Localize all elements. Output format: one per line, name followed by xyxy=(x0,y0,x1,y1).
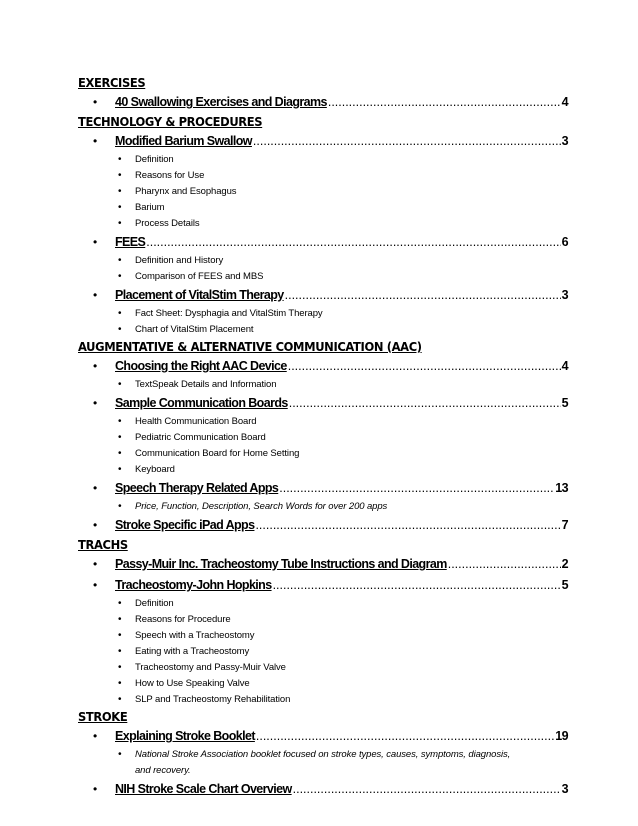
sub-item-description: • Price, Function, Description, Search Words for over 200 apps xyxy=(78,499,568,515)
sub-item: • Comparison of FEES and MBS xyxy=(78,269,568,285)
sub-item: • Pharynx and Esophagus xyxy=(78,184,568,200)
entry-page-count: 6 xyxy=(561,235,568,249)
sub-item: • Process Details xyxy=(78,216,568,232)
toc-entry[interactable] xyxy=(78,131,568,152)
toc-entry[interactable] xyxy=(78,356,568,377)
bullet-icon: • xyxy=(118,598,122,609)
toc-entry[interactable] xyxy=(78,393,568,414)
entry-page-count: 3 xyxy=(561,134,568,148)
entry-title: FEES xyxy=(115,235,146,249)
bullet-icon: • xyxy=(93,396,98,410)
entry-page-count: 4 xyxy=(561,95,568,109)
dot-leader xyxy=(253,131,561,152)
dot-leader xyxy=(293,779,561,800)
bullet-icon: • xyxy=(118,464,122,475)
toc-entry[interactable] xyxy=(78,726,568,747)
sub-item: • Health Communication Board xyxy=(78,414,568,430)
bullet-icon: • xyxy=(118,749,122,760)
sub-item: • Keyboard xyxy=(78,462,568,478)
bullet-icon: • xyxy=(118,324,122,335)
dot-leader xyxy=(255,515,560,536)
sub-item: • Barium xyxy=(78,200,568,216)
toc-entry[interactable] xyxy=(78,515,568,536)
dot-leader xyxy=(285,285,561,306)
bullet-icon: • xyxy=(118,308,122,319)
dot-leader xyxy=(273,575,561,596)
entry-title: Modified Barium Swallow xyxy=(115,134,252,148)
bullet-icon: • xyxy=(118,501,122,512)
dot-leader xyxy=(256,726,554,747)
bullet-icon: • xyxy=(93,557,98,571)
entry-page-count: 5 xyxy=(561,578,568,592)
bullet-icon: • xyxy=(118,448,122,459)
bullet-icon: • xyxy=(118,432,122,443)
sub-item-description: • National Stroke Association booklet focused on stroke types, causes, symptoms, diagnosis, and recovery. xyxy=(118,749,511,776)
sub-item: • Speech with a Tracheostomy xyxy=(78,628,568,644)
dot-leader xyxy=(448,554,561,575)
bullet-icon: • xyxy=(118,646,122,657)
bullet-icon: • xyxy=(93,782,98,796)
sub-item: • TextSpeak Details and Information xyxy=(78,377,568,393)
bullet-icon: • xyxy=(118,218,122,229)
entry-page-count: 19 xyxy=(555,729,568,743)
sub-item: • Reasons for Procedure xyxy=(78,612,568,628)
entry-title: Choosing the Right AAC Device xyxy=(115,359,287,373)
bullet-icon: • xyxy=(118,170,122,181)
toc-entry[interactable] xyxy=(78,779,568,800)
entry-page-count: 2 xyxy=(561,557,568,571)
sub-item: • Chart of VitalStim Placement xyxy=(78,322,568,338)
entry-title: NIH Stroke Scale Chart Overview xyxy=(115,782,292,796)
bullet-icon: • xyxy=(118,202,122,213)
bullet-icon: • xyxy=(93,288,98,302)
toc-entry[interactable] xyxy=(78,232,568,253)
toc-entry[interactable] xyxy=(78,554,568,575)
sub-item: • Definition xyxy=(78,152,568,168)
toc-entry[interactable] xyxy=(78,575,568,596)
toc-entry[interactable] xyxy=(78,92,568,113)
bullet-icon: • xyxy=(93,518,98,532)
sub-item: • Eating with a Tracheostomy xyxy=(78,644,568,660)
bullet-icon: • xyxy=(93,729,98,743)
sub-item: • SLP and Tracheostomy Rehabilitation xyxy=(78,692,568,708)
entry-page-count: 13 xyxy=(555,481,568,495)
bullet-icon: • xyxy=(118,678,122,689)
bullet-icon: • xyxy=(118,186,122,197)
section-heading-stroke: STROKE xyxy=(78,709,128,724)
section-heading-trachs: TRACHS xyxy=(78,537,128,552)
sub-item: • Definition xyxy=(78,596,568,612)
bullet-icon: • xyxy=(118,154,122,165)
dot-leader xyxy=(289,393,561,414)
dot-leader xyxy=(146,232,560,253)
entry-title: Speech Therapy Related Apps xyxy=(115,481,279,495)
entry-title: Placement of VitalStim Therapy xyxy=(115,288,284,302)
entry-page-count: 3 xyxy=(561,288,568,302)
entry-page-count: 3 xyxy=(561,782,568,796)
entry-title: Passy-Muir Inc. Tracheostomy Tube Instructions and Diagram xyxy=(115,557,447,571)
section-heading-aac: AUGMENTATIVE & ALTERNATIVE COMMUNICATION (AAC) xyxy=(78,339,422,354)
dot-leader xyxy=(328,92,561,113)
section-heading-exercises: EXERCISES xyxy=(78,75,146,90)
section-heading-technology-procedures: TECHNOLOGY & PROCEDURES xyxy=(78,114,263,129)
bullet-icon: • xyxy=(118,255,122,266)
bullet-icon: • xyxy=(93,578,98,592)
table-of-contents xyxy=(78,74,568,800)
bullet-icon: • xyxy=(118,271,122,282)
sub-item: • Definition and History xyxy=(78,253,568,269)
sub-item: • Tracheostomy and Passy-Muir Valve xyxy=(78,660,568,676)
bullet-icon: • xyxy=(93,359,98,373)
entry-title: Sample Communication Boards xyxy=(115,396,288,410)
bullet-icon: • xyxy=(93,95,98,109)
entry-page-count: 7 xyxy=(561,518,568,532)
bullet-icon: • xyxy=(93,235,98,249)
entry-page-count: 5 xyxy=(561,396,568,410)
dot-leader xyxy=(279,478,554,499)
sub-item: • Pediatric Communication Board xyxy=(78,430,568,446)
entry-title: Tracheostomy-John Hopkins xyxy=(115,578,272,592)
bullet-icon: • xyxy=(118,379,122,390)
bullet-icon: • xyxy=(118,630,122,641)
sub-item: • Reasons for Use xyxy=(78,168,568,184)
bullet-icon: • xyxy=(118,694,122,705)
dot-leader xyxy=(288,356,561,377)
bullet-icon: • xyxy=(118,662,122,673)
entry-page-count: 4 xyxy=(561,359,568,373)
bullet-icon: • xyxy=(118,416,122,427)
bullet-icon: • xyxy=(93,481,98,495)
bullet-icon: • xyxy=(118,614,122,625)
sub-item: • Fact Sheet: Dysphagia and VitalStim Therapy xyxy=(78,306,568,322)
entry-title: Explaining Stroke Booklet xyxy=(115,729,255,743)
toc-entry[interactable] xyxy=(78,478,568,499)
bullet-icon: • xyxy=(93,134,98,148)
toc-entry[interactable] xyxy=(78,285,568,306)
entry-title: 40 Swallowing Exercises and Diagrams xyxy=(115,95,327,109)
sub-item: • Communication Board for Home Setting xyxy=(78,446,568,462)
entry-title: Stroke Specific iPad Apps xyxy=(115,518,255,532)
sub-item: • How to Use Speaking Valve xyxy=(78,676,568,692)
